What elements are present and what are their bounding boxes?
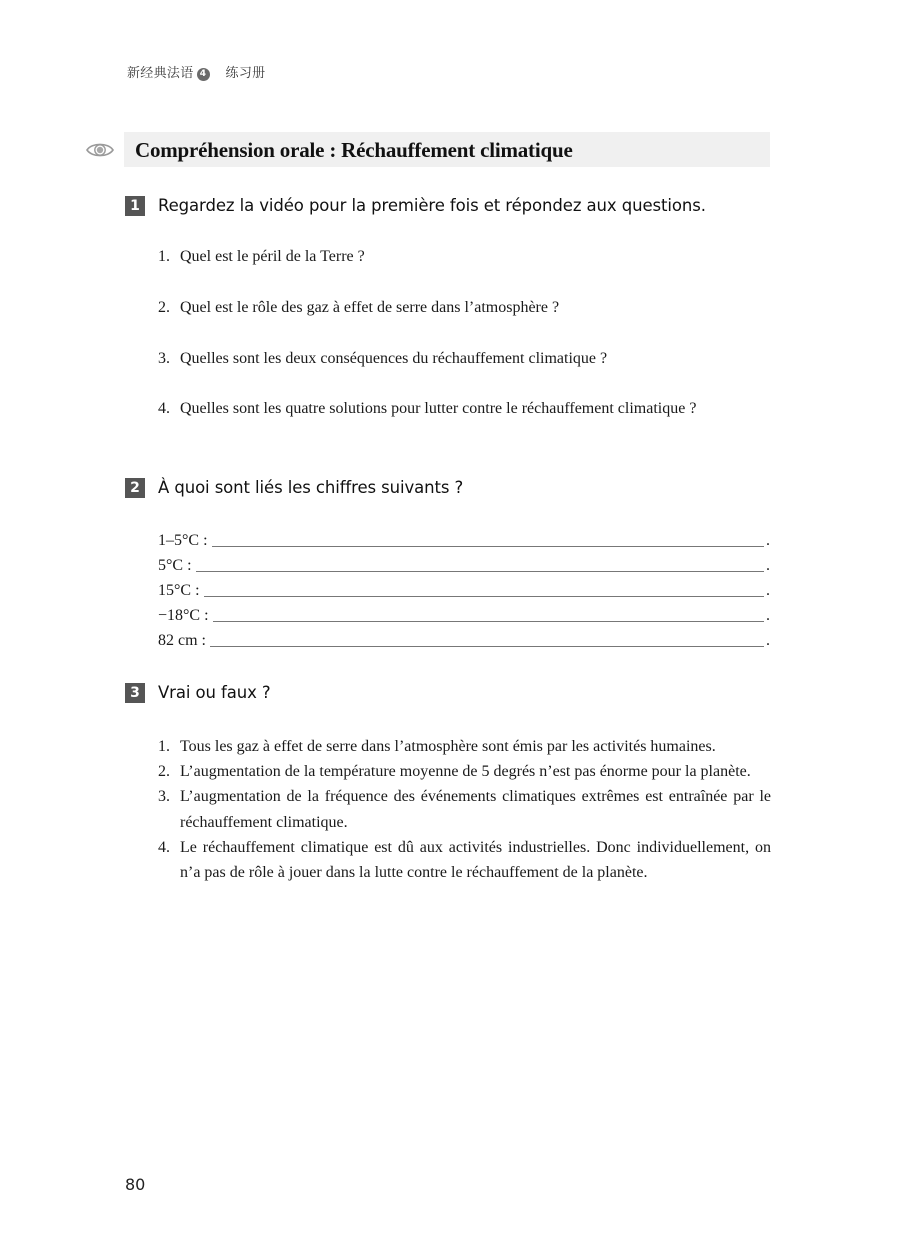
exercise-number-badge: 3 [125, 683, 145, 703]
volume-badge: 4 [197, 68, 210, 81]
answer-line[interactable] [212, 531, 764, 547]
page-number: 80 [125, 1175, 146, 1194]
eye-icon [86, 141, 114, 159]
question-number: 1. [158, 248, 170, 265]
statement-text: Le réchauffement climatique est dû aux activités industrielles. Donc individuellement, on n’a pas de rôle à jouer dans la lutte contre le réchauffement de la planète. [180, 838, 771, 882]
answer-line[interactable] [196, 556, 764, 572]
fill-blank-row [158, 555, 770, 575]
book-subtitle: 练习册 [225, 66, 266, 81]
statement-text: Tous les gaz à effet de serre dans l’atmosphère sont émis par les activités humaines. [180, 738, 716, 755]
answer-line[interactable] [204, 581, 764, 597]
fill-blank-label: 82 cm : [158, 632, 206, 649]
fill-blank-row [158, 605, 770, 625]
question-item [158, 350, 607, 368]
section-title: Compréhension orale : Réchauffement climatique [135, 138, 573, 162]
statement-number: 1. [158, 738, 170, 755]
fill-blank-row [158, 580, 770, 600]
question-number: 4. [158, 400, 170, 417]
fill-blank-label: 15°C : [158, 582, 200, 599]
question-item [158, 248, 365, 266]
line-end-period: . [766, 532, 770, 549]
fill-blank-row [158, 530, 770, 550]
answer-line[interactable] [213, 606, 764, 622]
exercise-2-instruction: À quoi sont liés les chiffres suivants ? [158, 478, 464, 497]
fill-blank-row [158, 630, 770, 650]
answer-line[interactable] [210, 631, 764, 647]
question-number: 3. [158, 350, 170, 367]
fill-blank-label: 1–5°C : [158, 532, 208, 549]
question-text: Quel est le rôle des gaz à effet de serre dans l’atmosphère ? [180, 299, 560, 316]
question-number: 2. [158, 299, 170, 316]
section-banner [124, 132, 770, 167]
statement-number: 4. [158, 838, 170, 856]
statement-text: L’augmentation de la fréquence des événements climatiques extrêmes est entraînée par le réchauffement climatique. [180, 788, 771, 831]
exercise-2-heading [125, 478, 463, 498]
fill-blank-label: 5°C : [158, 557, 192, 574]
question-text: Quelles sont les deux conséquences du réchauffement climatique ? [180, 350, 608, 367]
question-item [158, 400, 696, 418]
exercise-1-instruction: Regardez la vidéo pour la première fois et répondez aux questions. [158, 196, 706, 215]
statement-number: 3. [158, 788, 170, 806]
question-text: Quel est le péril de la Terre ? [180, 248, 365, 265]
exercise-3-heading [125, 683, 271, 703]
question-text: Quelles sont les quatre solutions pour lutter contre le réchauffement climatique ? [180, 400, 697, 417]
question-item [158, 299, 559, 317]
line-end-period: . [766, 607, 770, 624]
statement-text: L’augmentation de la température moyenne de 5 degrés n’est pas énorme pour la planète. [180, 763, 751, 781]
statement-item [158, 784, 771, 834]
line-end-period: . [766, 557, 770, 574]
running-header [127, 62, 265, 81]
statement-number: 2. [158, 763, 170, 781]
true-false-list [158, 734, 771, 885]
book-title: 新经典法语 [127, 66, 194, 81]
exercise-number-badge: 2 [125, 478, 145, 498]
statement-item [158, 759, 771, 784]
line-end-period: . [766, 582, 770, 599]
fill-blank-label: −18°C : [158, 607, 209, 624]
line-end-period: . [766, 632, 770, 649]
statement-item [158, 835, 771, 885]
exercise-number-badge: 1 [125, 196, 145, 216]
exercise-3-instruction: Vrai ou faux ? [158, 683, 271, 702]
exercise-1-heading [125, 196, 706, 216]
statement-item [158, 734, 771, 759]
